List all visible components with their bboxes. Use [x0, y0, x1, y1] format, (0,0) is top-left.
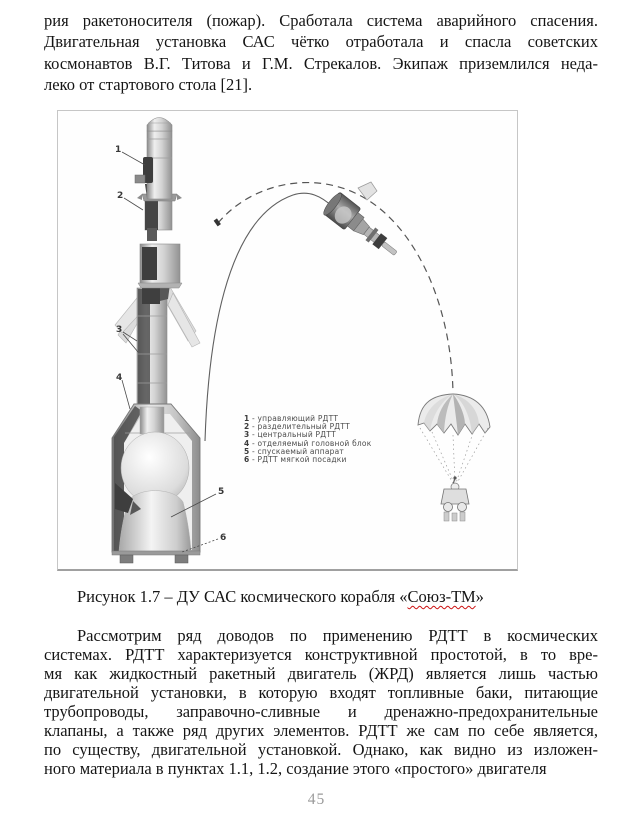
part-label-1: 1	[115, 145, 122, 155]
text-line: клапаны, а также ряд других элементов. РДТТ же сам по себе является,	[44, 721, 598, 740]
part-label-2: 2	[117, 191, 124, 201]
text-line: леко от стартового стола [21].	[44, 74, 253, 94]
text-line: космонавтов В.Г. Титова и Г.М. Стрекалов. Экипаж приземлился неда-	[44, 53, 598, 73]
legend-item	[244, 456, 371, 464]
soft-landing-rdtt-left	[120, 555, 133, 563]
text-line: ного материала в пунктах 1.1, 1.2, создание этого «простого» двигателя	[44, 759, 547, 778]
legend-label: - спускаемый аппарат	[249, 446, 344, 456]
text-line: по существу, двигательной установкой. Однако, как видно из изложен-	[44, 740, 598, 759]
legend-number: 2	[244, 422, 250, 432]
figure-drawing	[58, 111, 517, 569]
shroud-lines	[420, 428, 488, 483]
trajectory-solid	[205, 193, 336, 441]
text-line: Рассмотрим ряд доводов по применению РДТТ в космических	[77, 626, 598, 645]
side-nozzle	[135, 175, 145, 183]
part-label-5: 5	[218, 487, 225, 497]
jettisoned-fairing-piece	[358, 182, 377, 200]
tower-tip-cone	[147, 118, 172, 132]
figure-du-sas-soyuz-tm	[57, 110, 518, 571]
soft-landing-rdtt-right	[175, 555, 188, 563]
text-line: двигательной установки, в которую входят топливные баки, питающие	[44, 683, 598, 702]
escape-vehicle	[321, 191, 404, 264]
legend-number: 1	[244, 414, 250, 423]
figure-caption	[44, 587, 598, 607]
text-line: Двигательная установка САС чётко отработала и спасла советских	[44, 32, 598, 52]
legend-label: - управляющий РДТТ	[249, 414, 339, 423]
legend-number: 4	[244, 438, 250, 448]
caption-closing-quote: »	[475, 587, 484, 606]
caption-text: Рисунок 1.7 – ДУ САС космического корабля «	[77, 587, 408, 606]
trajectory-arcs	[205, 183, 453, 441]
part-label-4: 4	[116, 373, 123, 383]
paragraph-top	[44, 10, 598, 95]
part-label-6: 6	[220, 533, 227, 543]
legend-label: - разделительный РДТТ	[249, 422, 350, 432]
legend-label: - центральный РДТТ	[249, 430, 336, 440]
text-line: системах. РДТТ характеризуется конструктивной простотой, в то вре-	[44, 645, 598, 664]
text-line: трубопроводы, заправочно-сливные и дренажно-предохранительные	[44, 702, 598, 721]
wide-section-panel	[142, 247, 157, 280]
part-label-3: 3	[116, 325, 123, 335]
caption-spellcheck-word: Союз-ТМ	[407, 587, 476, 606]
figure-legend	[244, 415, 371, 464]
paragraph-bottom	[44, 626, 598, 778]
trajectory-marker	[214, 218, 221, 226]
rocket-cutaway	[112, 118, 200, 564]
legend-number: 5	[244, 446, 250, 456]
central-rdtt-dark-panel	[138, 289, 150, 408]
text-line: рия ракетоносителя (пожар). Сработала система аварийного спасения.	[44, 11, 598, 30]
text-line: мя как жидкостный ракетный двигатель (ЖРД) является лишь частью	[44, 664, 598, 683]
legend-number: 6	[244, 455, 250, 465]
parachute-descent	[418, 394, 490, 521]
legend-label: - отделяемый головной блок	[249, 438, 372, 448]
page-number: 45	[307, 791, 326, 808]
legend-number: 3	[244, 430, 250, 440]
descending-capsule	[441, 476, 469, 521]
legend-label: - РДТТ мягкой посадки	[249, 455, 347, 465]
